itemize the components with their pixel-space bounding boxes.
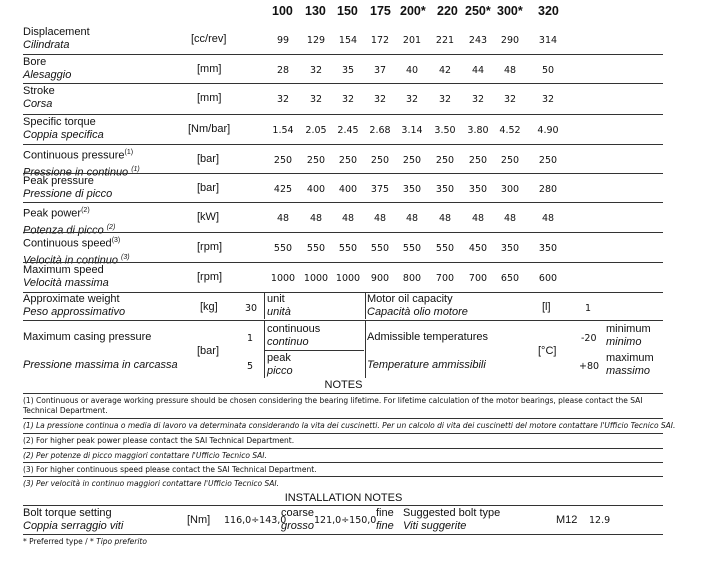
spec-value-cell: 250 (306, 155, 326, 166)
spec-value-cell: 42 (438, 65, 452, 76)
row-label-en: Displacement (23, 26, 90, 38)
row-label (23, 26, 90, 52)
spec-value-cell: 550 (402, 243, 422, 254)
size-header: 320 (538, 4, 559, 18)
row-unit: [kW] (197, 211, 219, 223)
install-bolt-label (403, 507, 500, 533)
spec-value-cell: 28 (276, 65, 290, 76)
row-unit: [mm] (197, 92, 222, 104)
casing-unit: [bar] (197, 345, 220, 357)
temps-max-value: +80 (579, 361, 600, 372)
weight-label-en: Approximate weight (23, 293, 120, 305)
casing-cont-value: 1 (247, 333, 254, 344)
spec-value-cell: 221 (435, 35, 455, 46)
weight-note-it: unità (267, 306, 291, 318)
size-header: 300* (497, 4, 523, 18)
spec-value-cell: 314 (538, 35, 558, 46)
spec-value-cell: 32 (309, 94, 323, 105)
spec-value-cell: 172 (370, 35, 390, 46)
spec-value-cell: 550 (370, 243, 390, 254)
size-header: 150 (337, 4, 358, 18)
spec-value-cell: 129 (306, 35, 326, 46)
footnote-ref: (2) (106, 223, 116, 231)
spec-value-cell: 290 (500, 35, 520, 46)
spec-value-cell: 40 (405, 65, 419, 76)
spec-value-cell: 350 (435, 184, 455, 195)
spec-value-cell: 4.90 (537, 125, 559, 136)
oil-label-it: Capacità olio motore (367, 306, 468, 318)
casing-cont-en: continuous (267, 323, 321, 335)
spec-value-cell: 48 (405, 213, 419, 224)
spec-value-cell: 350 (538, 243, 558, 254)
row-label (23, 175, 112, 201)
footer-it: * Tipo preferito (90, 537, 147, 546)
spec-value-cell: 2.45 (337, 125, 359, 136)
spec-value-cell: 700 (435, 273, 455, 284)
spec-value-cell: 425 (273, 184, 293, 195)
temps-max-note (606, 352, 654, 378)
size-header: 200* (400, 4, 426, 18)
oil-unit: [l] (542, 301, 551, 313)
spec-value-cell: 1000 (335, 273, 361, 284)
spec-value-cell: 32 (438, 94, 452, 105)
weight-unit: [kg] (200, 301, 218, 313)
install-bolt-it: Viti suggerite (403, 520, 467, 532)
spec-value-cell: 32 (471, 94, 485, 105)
casing-peak-en: peak (267, 352, 291, 364)
size-header: 220 (437, 4, 458, 18)
row-label-it-text: Corsa (23, 98, 53, 110)
spec-value-cell: 400 (306, 184, 326, 195)
spec-value-cell: 3.50 (434, 125, 456, 136)
spec-value-cell: 700 (468, 273, 488, 284)
spec-value-cell: 48 (309, 213, 323, 224)
spec-value-cell: 250 (500, 155, 520, 166)
footnote-ref: (2) (81, 207, 90, 214)
install-label (23, 507, 123, 533)
spec-value-cell: 35 (341, 65, 355, 76)
spec-value-cell: 32 (541, 94, 555, 105)
spec-value-cell: 99 (276, 35, 290, 46)
casing-peak-note (267, 352, 293, 378)
row-label-it (23, 69, 71, 82)
row-label (23, 116, 104, 142)
notes-title: NOTES (324, 379, 363, 391)
casing-label-it: Pressione massima in carcassa (23, 359, 178, 371)
row-unit: [bar] (197, 153, 220, 165)
temps-min-en: minimum (606, 323, 651, 335)
row-label-en: Continuous speed (23, 237, 112, 250)
row-label-it (23, 98, 55, 111)
temps-max-en: maximum (606, 352, 654, 364)
oil-label-en: Motor oil capacity (367, 293, 453, 305)
spec-value-cell: 1000 (270, 273, 296, 284)
spec-value-cell: 1.54 (272, 125, 294, 136)
spec-value-cell: 48 (276, 213, 290, 224)
row-label (23, 264, 109, 290)
row-unit: [cc/rev] (191, 33, 227, 45)
spec-value-cell: 48 (471, 213, 485, 224)
footnote-ref: (3) (111, 237, 121, 244)
spec-value-cell: 300 (500, 184, 520, 195)
spec-value-cell: 250 (338, 155, 358, 166)
spec-value-cell: 350 (500, 243, 520, 254)
spec-value-cell: 37 (373, 65, 387, 76)
casing-label-en: Maximum casing pressure (23, 331, 152, 343)
row-label-it-text: Velocità in continuo (23, 254, 118, 267)
spec-value-cell: 243 (468, 35, 488, 46)
spec-value-cell: 3.14 (401, 125, 423, 136)
spec-value-cell: 32 (276, 94, 290, 105)
casing-cont-note (267, 323, 320, 349)
size-header: 100 (272, 4, 293, 18)
spec-value-cell: 48 (373, 213, 387, 224)
footnote-ref: (3) (121, 253, 130, 261)
size-header: 175 (370, 4, 391, 18)
row-label-it-text: Alesaggio (23, 69, 72, 81)
row-unit: [rpm] (197, 241, 223, 253)
row-label-en: Specific torque (23, 116, 96, 128)
spec-value-cell: 154 (338, 35, 358, 46)
note-3-it: (3) Per velocità in continuo maggiori contattare l'Ufficio Tecnico SAI. (23, 479, 279, 488)
spec-value-cell: 250 (468, 155, 488, 166)
spec-value-cell: 650 (500, 273, 520, 284)
casing-cont-it: continuo (267, 336, 309, 348)
note-1-it: (1) La pressione continua o media di lavoro va determinata considerando la vita dei cuscinetti. Per un calcolo di vita dei cuscinetti del motore contattare l'Ufficio Tecnico SAI. (23, 421, 676, 430)
spec-value-cell: 550 (273, 243, 293, 254)
row-label-en: Continuous pressure (23, 149, 125, 162)
row-label-it-text: Coppia specifica (23, 129, 104, 141)
temps-label-en: Admissible temperatures (367, 331, 489, 343)
spec-value-cell: 250 (370, 155, 390, 166)
spec-value-cell: 32 (341, 94, 355, 105)
spec-value-cell: 1000 (303, 273, 329, 284)
temps-label-it: Temperature ammissibili (367, 359, 486, 371)
oil-label (367, 293, 468, 319)
spec-value-cell: 900 (370, 273, 390, 284)
row-label-en: Peak pressure (23, 175, 94, 187)
install-bolt-en: Suggested bolt type (403, 507, 501, 519)
row-label-en: Stroke (23, 85, 55, 97)
weight-note-en: unit (267, 293, 285, 305)
temps-min-note (606, 323, 651, 349)
weight-note (267, 293, 291, 319)
spec-value-cell: 48 (541, 213, 555, 224)
row-label (23, 85, 55, 111)
spec-value-cell: 250 (538, 155, 558, 166)
install-label-en: Bolt torque setting (23, 507, 112, 519)
spec-value-cell: 32 (405, 94, 419, 105)
spec-value-cell: 32 (503, 94, 517, 105)
spec-value-cell: 201 (402, 35, 422, 46)
footer-note (23, 537, 147, 546)
spec-value-cell: 350 (468, 184, 488, 195)
spec-value-cell: 32 (309, 65, 323, 76)
temps-min-it: minimo (606, 336, 642, 348)
footnote-ref: (1) (124, 149, 134, 156)
spec-value-cell: 550 (435, 243, 455, 254)
spec-value-cell: 48 (341, 213, 355, 224)
spec-value-cell: 48 (503, 213, 517, 224)
install-label-it: Coppia serraggio viti (23, 520, 124, 532)
install-bolt-type: M12 (556, 514, 578, 526)
spec-value-cell: 550 (338, 243, 358, 254)
note-2-it: (2) Per potenze di picco maggiori contattare l'Ufficio Tecnico SAI. (23, 451, 267, 460)
row-unit: [mm] (197, 63, 222, 75)
note-2-en: (2) For higher peak power please contact the SAI Technical Department. (23, 436, 295, 445)
spec-value-cell: 800 (402, 273, 422, 284)
spec-value-cell: 3.80 (467, 125, 489, 136)
casing-peak-it: picco (267, 365, 293, 377)
row-label (23, 56, 71, 82)
temps-max-it: massimo (606, 365, 651, 377)
spec-value-cell: 550 (306, 243, 326, 254)
row-label-it (23, 39, 90, 52)
install-coarse-value: 116,0÷143,0 (224, 515, 287, 526)
spec-value-cell: 48 (438, 213, 452, 224)
row-label-en: Maximum speed (23, 264, 104, 276)
install-title: INSTALLATION NOTES (284, 492, 403, 504)
install-coarse-en: coarse (281, 507, 315, 519)
row-label-it-text: Pressione di picco (23, 188, 113, 200)
note-3-en: (3) For higher continuous speed please contact the SAI Technical Department. (23, 465, 317, 474)
casing-peak-value: 5 (247, 361, 254, 372)
spec-value-cell: 280 (538, 184, 558, 195)
note-1-en: (1) Continuous or average working pressure should be chosen considering the bearing lifetime. For lifetime calculation of the motor bearings, please contact the SAI Technical Department. (23, 396, 643, 415)
row-label-it (23, 129, 104, 142)
spec-value-cell: 250 (273, 155, 293, 166)
spec-value-cell: 350 (402, 184, 422, 195)
row-label-it (23, 188, 112, 201)
install-coarse-it: grosso (281, 520, 315, 532)
row-label-it-text: Cilindrata (23, 39, 70, 51)
footnote-ref: (1) (131, 165, 140, 173)
spec-value-cell: 50 (541, 65, 555, 76)
temps-unit: [°C] (538, 345, 557, 357)
spec-value-cell: 2.68 (369, 125, 391, 136)
spec-value-cell: 250 (435, 155, 455, 166)
row-label-it-text: Potenza di picco (23, 224, 104, 237)
install-bolt-grade: 12.9 (589, 515, 611, 526)
weight-label (23, 293, 125, 319)
spec-value-cell: 44 (471, 65, 485, 76)
row-label-it-text: Pressione in continuo (23, 166, 129, 179)
spec-value-cell: 375 (370, 184, 390, 195)
spec-value-cell: 32 (373, 94, 387, 105)
size-header: 130 (305, 4, 326, 18)
install-fine-note (376, 507, 394, 533)
spec-value-cell: 4.52 (499, 125, 521, 136)
temps-min-value: -20 (581, 333, 597, 344)
spec-value-cell: 2.05 (305, 125, 327, 136)
size-header: 250* (465, 4, 491, 18)
oil-value: 1 (585, 303, 592, 314)
install-fine-value: 121,0÷150,0 (314, 515, 377, 526)
spec-value-cell: 250 (402, 155, 422, 166)
row-unit: [rpm] (197, 271, 223, 283)
row-label-en: Bore (23, 56, 47, 68)
weight-value: 30 (245, 303, 258, 314)
spec-value-cell: 48 (503, 65, 517, 76)
row-unit: [Nm/bar] (188, 123, 231, 135)
spec-value-cell: 400 (338, 184, 358, 195)
weight-label-it: Peso approssimativo (23, 306, 126, 318)
row-label-it-text: Velocità massima (23, 277, 109, 289)
footer-en: * Preferred type / (23, 537, 88, 546)
row-label-it (23, 277, 109, 290)
install-fine-it: fine (376, 520, 394, 532)
install-unit: [Nm] (187, 514, 211, 526)
row-unit: [bar] (197, 182, 220, 194)
row-label-en: Peak power (23, 207, 82, 220)
spec-value-cell: 450 (468, 243, 488, 254)
install-fine-en: fine (376, 507, 394, 519)
install-coarse-note (281, 507, 314, 533)
spec-value-cell: 600 (538, 273, 558, 284)
